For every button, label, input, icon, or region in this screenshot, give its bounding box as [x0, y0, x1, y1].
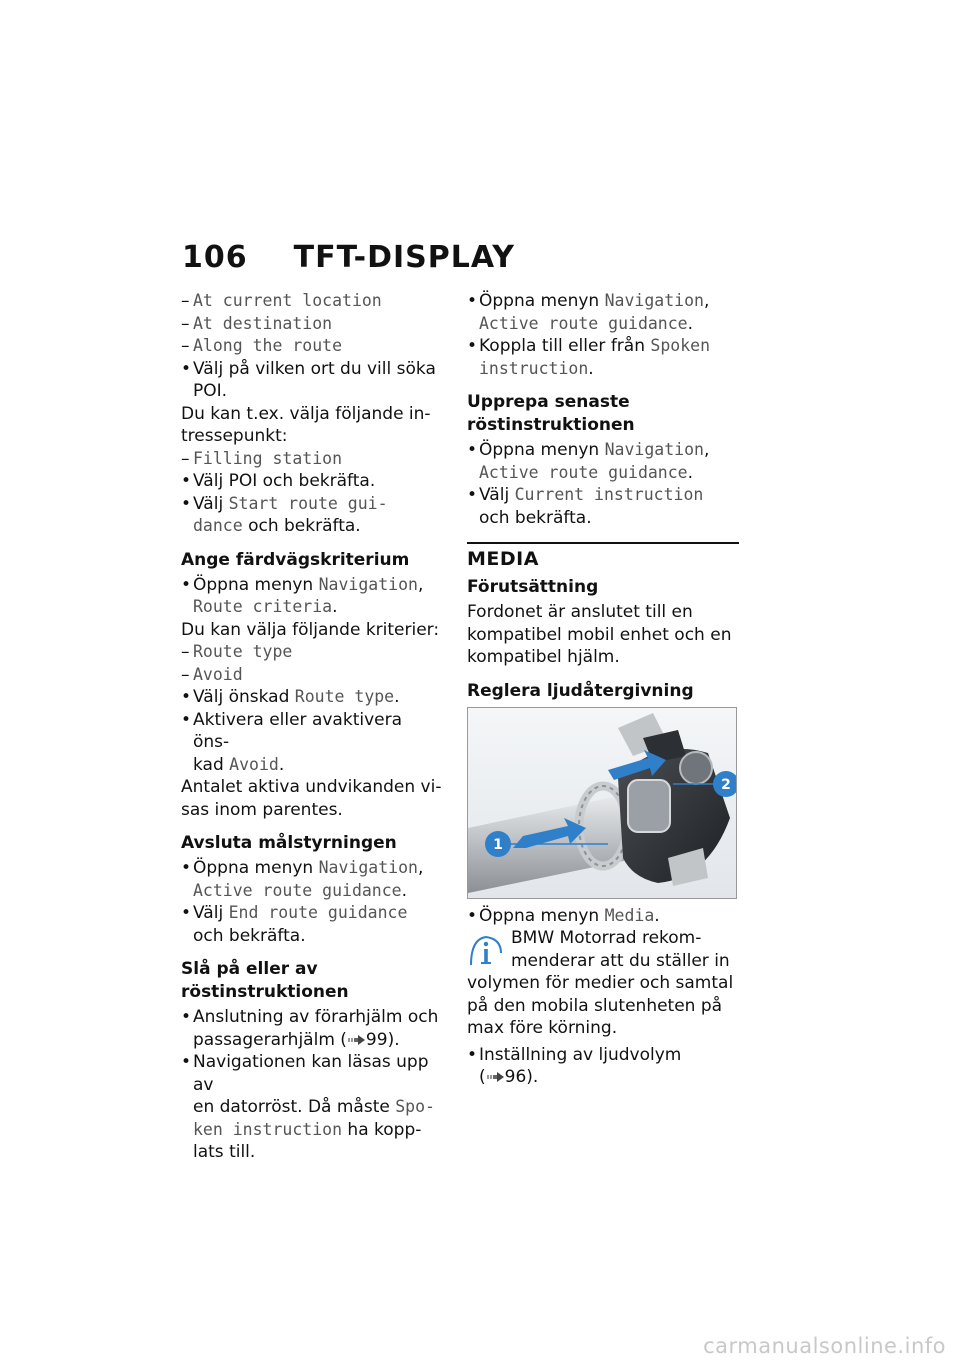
text-line: en datorröst. Då måste Spo- — [193, 1097, 435, 1117]
text-line: volymen för medier och samtal — [467, 973, 734, 993]
list-item: • Öppna menyn Navigation, — [181, 857, 443, 880]
list-item: • Välj på vilken ort du vill söka — [181, 358, 443, 381]
list-item: • Öppna menyn Navigation, — [467, 290, 739, 313]
text-line: menderar att du ställer in — [511, 950, 730, 971]
callout-1: 1 — [493, 836, 503, 853]
heading-criteria: Ange färdvägskriterium — [181, 549, 410, 570]
text-line: sas inom parentes. — [181, 799, 343, 820]
page-reference-link[interactable]: 99 — [365, 1029, 388, 1050]
page-reference-arrow-icon — [348, 1035, 365, 1045]
text-line: kompatibel mobil enhet och en — [467, 624, 732, 645]
handlebar-illustration — [468, 708, 737, 899]
heading-repeat: Upprepa senaste röstinstruktionen — [467, 392, 635, 435]
text-line: kad Avoid. — [193, 754, 285, 775]
list-item: • Välj Start route gui- — [181, 493, 443, 516]
section-title-media: MEDIA — [467, 548, 539, 570]
text-line: BMW Motorrad rekom- — [511, 928, 702, 948]
text-line: ( 96). — [479, 1067, 539, 1087]
list-item: • Öppna menyn Navigation, — [181, 574, 443, 597]
callout-2: 2 — [721, 776, 731, 793]
list-item: – At destination — [181, 313, 443, 336]
left-column — [181, 290, 443, 1164]
list-item: • Välj POI och bekräfta. — [181, 470, 443, 493]
info-note — [467, 927, 739, 1040]
text-line: POI. — [193, 381, 228, 401]
list-item: • Inställning av ljudvolym — [467, 1044, 739, 1067]
section-divider — [467, 542, 739, 572]
list-item: • Öppna menyn Media. — [467, 905, 739, 928]
list-item: – At current location — [181, 290, 443, 313]
right-column — [467, 290, 739, 1089]
page-reference-arrow-icon — [487, 1072, 504, 1082]
text-line: Antalet aktiva undvikanden vi- — [181, 777, 442, 797]
list-item: – Along the route — [181, 335, 443, 358]
list-item: • Öppna menyn Navigation, — [467, 439, 739, 462]
list-item: • Välj Current instruction — [467, 484, 739, 507]
page-number: 106 — [182, 240, 248, 275]
page-reference-link[interactable]: 96 — [504, 1067, 527, 1087]
text-line: lats till. — [193, 1142, 256, 1162]
text-line: kompatibel hjälm. — [467, 647, 620, 667]
text-line: på den mobila slutenheten på — [467, 995, 723, 1016]
list-item: • Navigationen kan läsas upp av — [181, 1051, 443, 1096]
text-line: passagerarhjälm ( 99). — [193, 1029, 400, 1050]
handlebar-control-photo — [467, 707, 737, 899]
list-item: • Anslutning av förarhjälm och — [181, 1006, 443, 1029]
list-item: – Avoid — [181, 664, 443, 687]
list-item: • Aktivera eller avaktivera öns- — [181, 709, 443, 754]
heading-voice: Slå på eller av röstinstruktionen — [181, 959, 349, 1002]
text-line: Fordonet är anslutet till en — [467, 602, 693, 622]
text-line: max före körning. — [467, 1018, 618, 1038]
list-item: • Välj End route guidance — [181, 902, 443, 925]
heading-audio: Reglera ljudåtergivning — [467, 680, 694, 701]
heading-end-guidance: Avsluta målstyrningen — [181, 833, 397, 853]
list-item: • Koppla till eller från Spoken — [467, 335, 739, 358]
text-line: dance och bekräfta. — [193, 516, 361, 536]
watermark-text: carmanualsonline.info — [703, 1334, 946, 1358]
text-line: Active route guidance. — [479, 313, 694, 334]
text-line: Du kan välja följande kriterier: — [181, 619, 440, 640]
list-item: • Välj önskad Route type. — [181, 686, 443, 709]
text-line: Active route guidance. — [479, 462, 694, 483]
text-line: och bekräfta. — [479, 507, 592, 528]
info-icon — [467, 931, 505, 969]
page-header — [182, 240, 515, 275]
text-line: instruction. — [479, 358, 594, 379]
heading-prerequisite: Förutsättning — [467, 577, 599, 597]
text-line: tressepunkt: — [181, 426, 288, 446]
text-line: och bekräfta. — [193, 925, 306, 946]
page-title: TFT-DISPLAY — [293, 240, 515, 275]
text-line: Route criteria. — [193, 597, 338, 617]
list-item: – Filling station — [181, 448, 443, 471]
text-line: Active route guidance. — [193, 880, 408, 901]
list-item: – Route type — [181, 641, 443, 664]
text-line: Du kan t.ex. välja följande in- — [181, 403, 431, 424]
text-line: ken instruction ha kopp- — [193, 1119, 422, 1140]
